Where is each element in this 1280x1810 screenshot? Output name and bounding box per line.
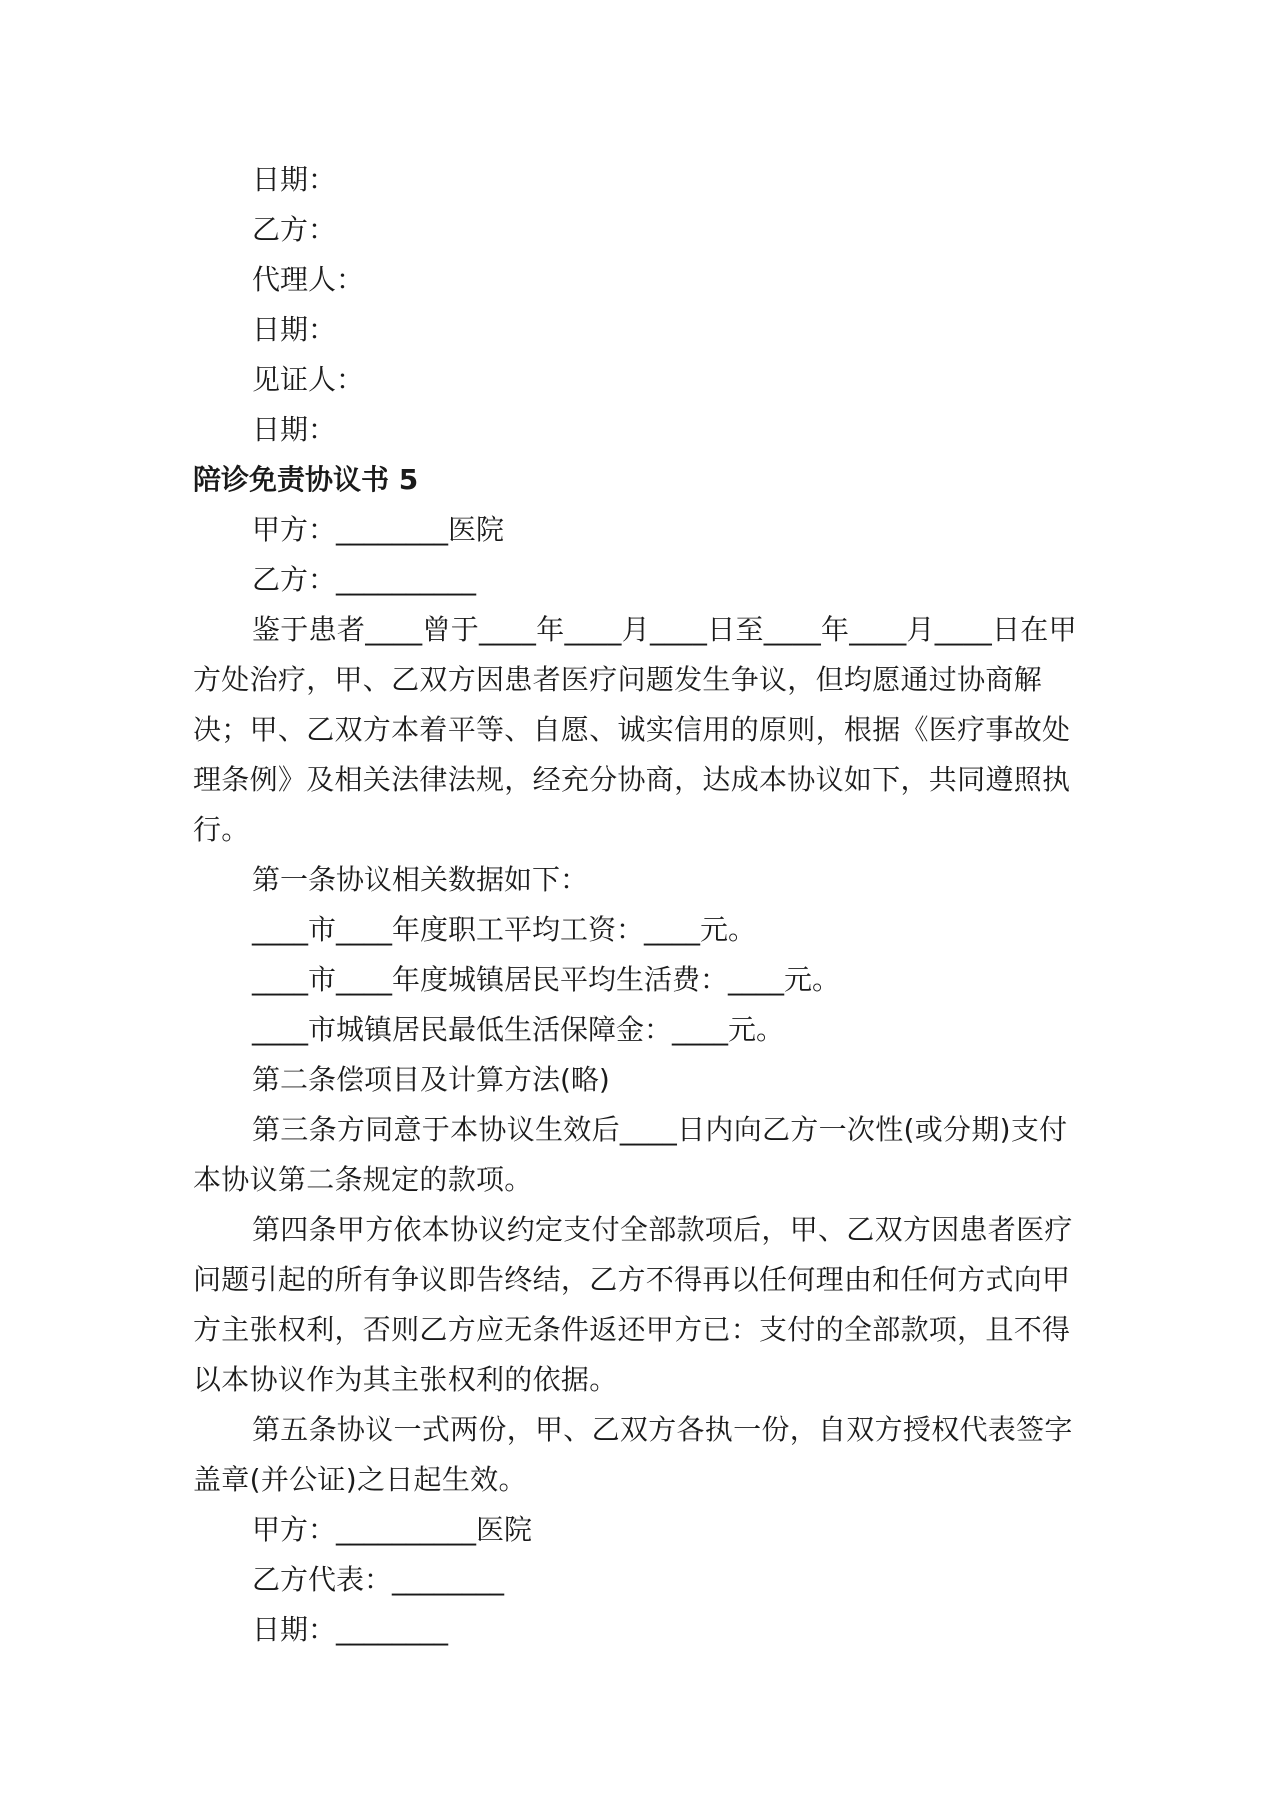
party-b-rep-signature: 乙方代表：________ [252,1563,505,1596]
article-4: 第四条甲方依本协议约定支付全部款项后，甲、乙双方因患者医疗问题引起的所有争议即告终结，乙方不得再以任何理由和任何方式向甲方主张权利，否则乙方应无条件返还甲方已：支付的全部款项，且不得以本协议作为其主张权利的依据。 [193,1213,1073,1396]
article-1-item: ____市城镇居民最低生活保障金：____元。 [252,1013,785,1046]
party-a-line: 甲方：________医院 [252,513,505,546]
witness-label: 见证人： [252,363,365,396]
article-1-item: ____市____年度城镇居民平均生活费：____元。 [252,963,841,996]
date-label: 日期： [252,413,337,446]
article-2: 第二条偿项目及计算方法(略) [252,1063,610,1096]
article-3: 第三条方同意于本协议生效后____日内向乙方一次性(或分期)支付本协议第二条规定的款项。 [193,1113,1068,1196]
party-a-signature: 甲方：__________医院 [252,1513,533,1546]
preamble-paragraph: 鉴于患者____曾于____年____月____日至____年____月____日在甲方处治疗，甲、乙双方因患者医疗问题发生争议，但均愿通过协商解决；甲、乙双方本着平等、自愿、诚实信用的原则，根据《医疗事故处理条例》及相关法律法规，经充分协商，达成本协议如下，共同遵照执行。 [193,613,1077,846]
document-body [193,155,1089,1655]
party-b-line: 乙方：__________ [252,563,477,596]
article-1-item: ____市____年度职工平均工资：____元。 [252,913,757,946]
agent-label: 代理人： [252,263,365,296]
article-5: 第五条协议一式两份，甲、乙双方各执一份，自双方授权代表签字盖章(并公证)之日起生效。 [193,1413,1073,1496]
date-label: 日期： [252,163,337,196]
signature-date: 日期：________ [252,1613,449,1646]
agreement-title: 陪诊免责协议书 5 [193,463,419,496]
party-b-label: 乙方： [252,213,337,246]
article-1-title: 第一条协议相关数据如下： [252,863,589,896]
date-label: 日期： [252,313,337,346]
